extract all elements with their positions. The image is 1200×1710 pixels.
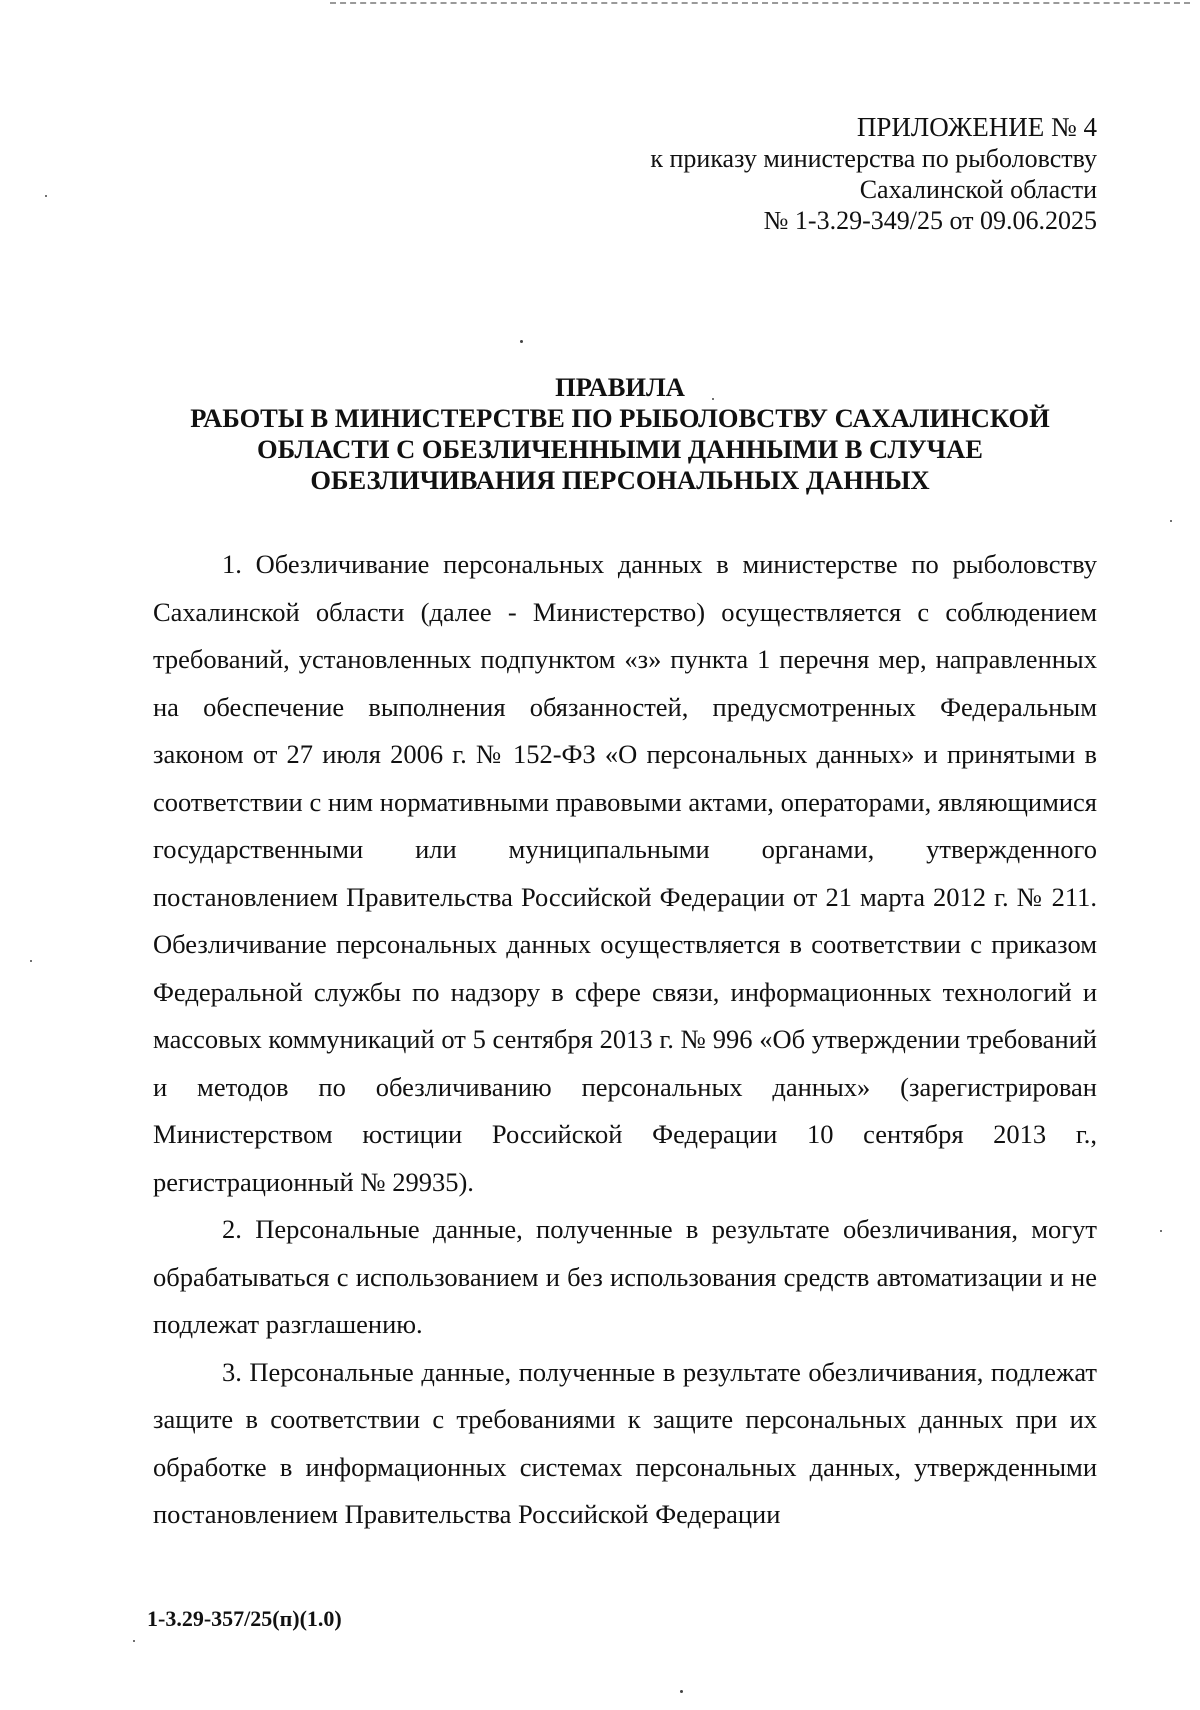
scan-speck — [680, 1690, 683, 1693]
appendix-order-ref: к приказу министерства по рыболовству — [650, 144, 1097, 173]
appendix-header — [650, 112, 1097, 236]
scan-speck — [1160, 1230, 1162, 1232]
appendix-number: ПРИЛОЖЕНИЕ № 4 — [856, 112, 1097, 142]
paragraph-3: 3. Персональные данные, полученные в результате обезличивания, подлежат защите в соответствии с требованиями к защите персональных данных при их обработке в информационных системах персональных данных, утвержденными постановлением Правительства Российской Федерации — [153, 1356, 1097, 1529]
scan-speck — [520, 340, 523, 343]
title-line-1: ПРАВИЛА — [555, 372, 685, 402]
paragraph-2: 2. Персональные данные, полученные в результате обезличивания, могут обрабатываться с использованием и без использования средств автоматизации и не подлежат разглашению. — [153, 1214, 1097, 1339]
title-line-4: ОБЕЗЛИЧИВАНИЯ ПЕРСОНАЛЬНЫХ ДАННЫХ — [310, 465, 930, 495]
appendix-order-number: № 1-3.29-349/25 от 09.06.2025 — [763, 206, 1097, 235]
title-line-3: ОБЛАСТИ С ОБЕЗЛИЧЕННЫМИ ДАННЫМИ В СЛУЧАЕ — [257, 434, 983, 464]
scan-speck — [133, 1640, 135, 1642]
scan-speck — [45, 195, 47, 197]
document-body — [153, 541, 1097, 1539]
scan-speck — [712, 398, 714, 400]
scan-edge-line — [330, 2, 1190, 4]
document-title — [140, 372, 1100, 496]
document-code: 1-3.29-357/25(п)(1.0) — [147, 1606, 342, 1631]
scan-speck — [1170, 520, 1172, 522]
title-line-2: РАБОТЫ В МИНИСТЕРСТВЕ ПО РЫБОЛОВСТВУ САХАЛИНСКОЙ — [190, 403, 1050, 433]
scan-speck — [30, 960, 32, 962]
appendix-region: Сахалинской области — [859, 175, 1097, 204]
paragraph-1: 1. Обезличивание персональных данных в министерстве по рыболовству Сахалинской области (далее - Министерство) осуществляется с соблюдением требований, установленных подпунктом «з» пункта 1 перечня мер, направленных на обеспечение выполнения обязанностей, предусмотренных Федеральным законом от 27 июля 2006 г. № 152-ФЗ «О персональных данных» и принятыми в соответствии с ним нормативными правовыми актами, операторами, являющимися государственными или муниципальными органами, утвержденного постановлением Правительства Российской Федерации от 21 марта 2012 г. № 211. Обезличивание персональных данных осуществляется в соответствии с приказом Федеральной службы по надзору в сфере связи, информационных технологий и массовых коммуникаций от 5 сентября 2013 г. № 996 «Об утверждении требований и методов по обезличиванию персональных данных» (зарегистрирован Министерством юстиции Российской Федерации 10 сентября 2013 г., регистрационный № 29935). — [153, 549, 1097, 1197]
